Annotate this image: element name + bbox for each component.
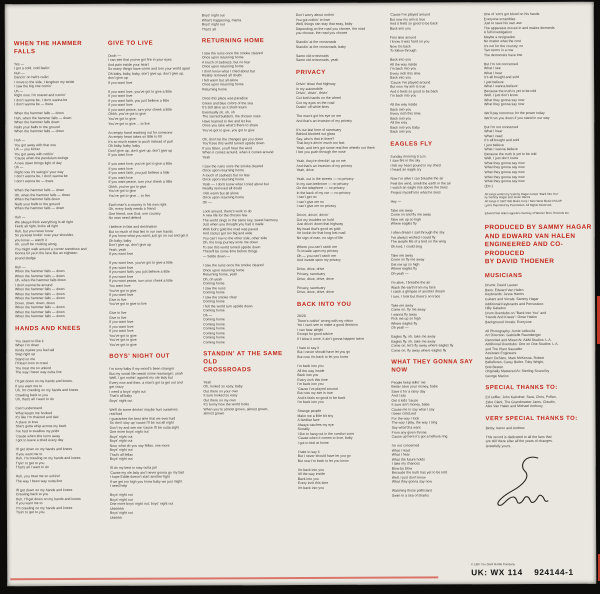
- lyrics-column-1: [14, 14, 103, 586]
- credits-heading: VERY SPECIAL THANKS TO:: [485, 415, 578, 422]
- lyric-stanza: I hate to say it But I never should have let you go But now I'm back to let you know: [297, 449, 351, 463]
- lyric-stanza: This record is dedicated to all the fans that are still there after all the years of changes. Gratefully yours,: [485, 434, 553, 449]
- catalog-number: UK: WX 114 924144-1: [471, 567, 574, 578]
- song-title: BOYS' NIGHT OUT: [109, 353, 170, 361]
- lyric-stanza: Strange people Make me a little bit shy A familiar face Always catches my eye Socially I like to hang out in the comfort zone 'Cause when it comes to love, baby I got to feel at home: [297, 409, 355, 445]
- song-title: RETURNING HOME: [201, 38, 265, 45]
- lyric-stanza: Standin' at the crossroads Standin' at the crossroads, baby: [295, 39, 346, 49]
- lyric-stanza: Take me away Come on fly me away Get me up so high Where eagles fly Oh yeah —: [390, 253, 425, 276]
- song-title: WHAT THEY GONNA SAY NOW: [391, 359, 474, 374]
- catalog-footer: [471, 562, 583, 577]
- lyric-stanza: Hey —: [390, 199, 402, 204]
- lyrics-column-5: [390, 12, 479, 584]
- lyric-stanza: I'm alive, I breathe the air Wash the earth from my face I catch a glimpse of another dream I turn, I look but there's no trace: [390, 280, 445, 299]
- lyric-stanza: I often dream I sail through the sky I've always wished I could fly The simple life of a bird on the wing Oh lord, I could sing: [390, 230, 446, 249]
- lyric-stanza: Boys' night out What's happening, mama Boys' night out That's all: [201, 13, 242, 31]
- lyric-stanza: Each man's a country in his own right Oh, every body needs a friend One friend, one God, one country No man need defend: [108, 202, 167, 221]
- lyric-stanza: Same old crossroads Same old crossroads, yeah: [295, 53, 339, 63]
- lyric-stanza: I believe in fate and destination But so much of that lies in our own hands If you know what you want, just go on out and get it Oh baby, baby Don't give up, don't give up Yeah, yeah If you want love: [108, 224, 189, 257]
- lyric-stanza: Drums: David Lauser Bass: Edward Van Halen Keyboards: Jesse Harms Guitars and Vocals: Sammy Hagar Additional Keyboards and Percussion: Hilly Galadon Drum Overdubs on "Back Into You" and "Hands And Knees": Omar Hakim Background Vocals: Everyone: [484, 283, 547, 324]
- lyric-stanza: It's our last form of sanctuary Behind blocked out glass Say, who's that in there? That boy's drivin' much too fast Yeah, and he's got some real fine wheels out there I bet you push through the nose: [296, 127, 375, 155]
- lyric-stanza: An empty hand reaching out for someone An empty heart takes so little to fill It's so much easier to push instead of pull Oh baby, baby, baby Don't give up, don't give up, don't give up If you want love: [108, 130, 173, 157]
- lyric-stanza: If you want love, you've got to give a little If you want love If you want faith, you just believe a little If you want love If you want peace, turn your cheek a little You want love You've got to give If you want love Give to live You've got to give to live: [108, 260, 173, 306]
- song-title: GIVE TO LIVE: [107, 40, 154, 47]
- lyric-stanza: But I'm not concerned What I see What I hear It's all bought and sold I just believe What I wanna believe Because the truth is yet to be told Well, I just don't know What they gonna say now What they gonna say now: [483, 61, 537, 107]
- lyric-stanza: The man's got his eye on me And that's an invasion of my privacy: [296, 113, 353, 123]
- lyric-stanza: I'm back into you All the way inside Back into you Every inch this time I'm back into you 'Cause I've played around But now my aim is true And it feels so good to be back I'm back into you: [297, 363, 346, 405]
- song-title: PRIVACY: [296, 69, 326, 76]
- lyric-stanza: Yeah, out in the streets — no privacy In my own bedroom — no privacy On the telephone — no privacy In the back of my car — no privacy I can't get no I can't give me no I can't give me no privacy: [296, 176, 354, 209]
- lyrics-columns: [5, 2, 597, 587]
- lyrics-column-2: [108, 13, 197, 585]
- lyric-stanza: We'll do some drinkin' maybe hurt ourselves real bad I guarantee the best time that we ever had So don't stay up 'cause I'll be out all night Don't try and see me 'cause I'll be outta sight One more boys' night out Boys' night out Boys' night out Now, what do you say fellas, one more Boys' night out That's all fellas Boys' night out: [109, 407, 180, 462]
- lyric-stanza: Don't worry about nothin' You got nothin' to lose Well, things can stay that easy, baby Depending on the road you choose, the road you choose, the road you choose: [295, 12, 366, 36]
- lyric-stanza: Huh — When the hammer falls — down When the hammer falls — down Uh, when the hammer falls down I don't wanna be around When the hammer falls — down When the hammer falls — down When the hammer falls — down Down, down, down, down When the hammer falls — down When the hammer falls — down When the hammer falls — down: [14, 264, 66, 319]
- lyric-stanza: Yes — I got a cold, cold feelin' Huh — Dancin' on hell's ceilin' I move to the side, I lengthen my stride I saw the big one comin' Uh — Right now, I'm scared and runnin' I don't wanna be, I don't wanna be I don't wanna be — there: [13, 61, 75, 107]
- song-title: EAGLES FLY: [390, 141, 433, 148]
- lyric-stanza: Boys' night out Boys' night out One more boys' night out, boys' night out Uhhhhhh Boys' night out Uhhhhh: [109, 493, 174, 520]
- credits-heading: MUSICIANS: [484, 273, 523, 280]
- lyric-stanza: One of 'em's got blood on his hands Everyone scrambles Just to save his own ass The apparatus moves in and makes demands A full investigation Maybe a resignation No matter what the cost It's not for the country, no Two terms in a row The democrats have lost: [483, 11, 555, 57]
- lyric-stanza: I hate to say it But I never should have let you go But now I'm back to let you know: [297, 345, 351, 359]
- lyric-stanza: Where you can't catch me To invade upon my privacy Oh — you can't catch me And invade upon my privacy: [296, 244, 341, 263]
- song-title: STANDIN' AT THE SAME OLD CROSSROADS: [203, 351, 283, 374]
- lyric-stanza: Take me away Come on, fly me away I wanna fly away Pick me up so high Where eagles fly Oh yeah —: [391, 303, 426, 330]
- lyric-stanza: When the hammer falls — down Huh, when the hammer falls — down When the hammer falls down Nails your balls to the ground When the hammer falls — down: [14, 111, 72, 134]
- lyric-stanza: Privacy, sanctuary Drive, drive, drive, drive: [296, 285, 334, 295]
- lyric-stanza: Watching those politicians Swim in a sea of sharks: [391, 488, 433, 498]
- song-title: BACK INTO YOU: [297, 301, 352, 308]
- lyric-stanza: Huh, you treat me so unkind The way I been way outta line: [15, 474, 63, 483]
- lyric-stanza: I'll do my best to stay outta jail 'Cause my ole lady ain't never gonna go my bail I hope Eddie doesn't start another fight If we get too high you know baby we just might I need help: [109, 465, 184, 489]
- lyric-stanza: Ed Leffler, John Kalodner, Sara, Chris, Pollan, Zeke Clark, The Grandmaster Jams, Claudio, Alex Van Halen and Michael Anthony: [485, 395, 557, 409]
- sammy-hagar-signature: [492, 453, 598, 514]
- lyric-stanza: I saw the ruins once the smoke cleared Once upon returning home A touch of sadness but no fear Once upon returning home Yeah — I don't know what I cried about but Reality removed all doubt I felt warm but all alone Once upon returning home Oh —: [202, 163, 269, 205]
- production-credit-heading: PRODUCED BY SAMMY HAGAR AND EDWARD VAN HALEN ENGINEERED AND CO-PRODUCED BY DAVID THOENER: [484, 223, 592, 266]
- lyric-stanza: I'll get down on my hands and knees Crawling back to you Huh, I'll get down on my hands and knees If you want me to I'm crawling on my hands and knees Tryin' to get to you: [15, 487, 81, 515]
- lyric-stanza: I saw the ruins once the smoke cleared Once upon returning home Returning home, yeah Oh, oh yeah Coming home I saw the ruins Coming home I saw the smoke clear Coming home I felt the world turn upside down Coming home Oh — Coming home Coming home Coming home Coming home Coming home Coming home: [202, 263, 264, 345]
- lyric-stanza: Huh — You got away with that one Uh — you kicker You got away with nothin' 'Cause when the pendulum swings A new dawn brings light of day Uh — Right now it's swingin' your way I don't wanna be, I don't wanna be I don't wanna be — there: [14, 138, 69, 184]
- lyric-stanza: People keep tellin' me Better save your money, babe Save it for a rainy day And I say Get it kids 'cause It sure ain't money, babe Cause me to say what I say I been criticized For the way I look The way I play, the way I sing Say what'cha want From any given throne Cause up here it's got a helluva ring: [391, 380, 448, 439]
- song-title: HANDS AND KNEES: [15, 325, 81, 333]
- lyric-stanza: Can't understand What keeps me hooked It's like I'm chained and tied A slave to love She's gotta whip across my back I've had to swallow my pride 'Cause when she turns away I got to leave a shed every day: [15, 406, 67, 443]
- copyright-line: © 1987 The Giant Gorilla Company: [471, 562, 515, 567]
- lyric-stanza: Give to live Give to live If you want love If you want love If you want love You've got to give You've got to give You've got to give: [109, 310, 137, 347]
- liner-notes-paper: [5, 2, 597, 587]
- lyric-stanza: If you want love, you've got to give a little If you want love If you want faith, you just believe a little If you want love If you want peace, turn your cheek a little Ohhh, you've got to give You've got to give You've got to give ... to live: [108, 89, 172, 126]
- lyric-stanza: I'm not concerned What I read What I hear What the future holds I take my chances Blow by blow Because the truth has yet to be told Well, I just don't know What they gonna say now: [391, 443, 447, 484]
- lyric-stanza: I'll get down on my hands and knees. If you want me to Uh, I'm crawling on my hands and knees Crawling back to you Uh, that's all I want to do: [15, 379, 79, 402]
- song-title: WHEN THE HAMMER FALLS: [13, 40, 83, 56]
- lyric-stanza: Drive, drive, drive Privacy, sanctuary Drive, drive, drive, drive: [296, 267, 334, 281]
- lyric-stanza: We'll pay tomorrow for the power today We'll run you down if you stand in our way: [484, 111, 550, 121]
- lyric-stanza: When the hammer falls — down Oh, when the hammer falls — down When the hammer falls down Nails your balls to the ground When the hammer falls — down: [14, 188, 71, 211]
- fine-print: All songs written by Sammy Hagar except "Back Into You" by Sammy Hagar and Jesse Harms All songs © 1987 WB Music Corp / Nine West Music ASCAP Lyrics Reprinted by Permission. All Rights Reserved.: [484, 191, 562, 208]
- lyrics-column-6: [484, 12, 598, 584]
- lyric-stanza: All Photography: Annie Leibovitz Art Direction: Gabrielle Raumberger Recorded and Mixed At: A&M Studios: L.A. Additional Overdubs: One on One Studios: L.A. and The Plant Sausalito Assistant Engineers: Marc DeSisto, Mark McKenna, Robert Bellaflores, Carey Butler, Toby Wright, Bob Besten Originally Mastered At: Sterling Sound by George Marino: [485, 328, 559, 378]
- lyric-stanza: 'Cause I've played around But now my aim is true And it feels so good to be back Back into you: [389, 12, 438, 31]
- lyric-stanza: I'll get down on my hands and knees If you want me to Huh, I'm crawling on my hands and knees Tryin' to get to you That's all I want to do: [15, 447, 81, 470]
- fine-print: Edward Van Halen appears courtesy of Warner Bros. Records Inc.: [484, 211, 570, 216]
- lyric-stanza: Betsy, Aaron and Andrew: [485, 425, 525, 430]
- lyric-stanza: First time around I know it was hard on you Now I'm back To follow through: [389, 35, 430, 53]
- lyric-stanza: All the way inside Back into you Every inch this time Back into you All the way Back into you baby Back into you: [390, 102, 421, 134]
- lyric-stanza: Take me away Come on and fly me away Take me up so high Where eagles fly: [390, 208, 432, 226]
- lyric-stanza: If you want love, you've got to give a little If you want love If you want faith, you just believe a little If you want love If you want peace, turn your cheek a little Ohhh, you've got to give You've got to give You've got to give ... to live: [108, 161, 173, 198]
- lyric-stanza: Drivin' down that highway In my automobile Drivin', drivin', drivin' Got both hands on the wheel Got my eyes on the road Dustin' off white lines: [296, 82, 341, 110]
- lyric-stanza: Sunday morning 9 a.m. I saw fire in the sky I felt my heart pound in my chest I heard an eagle cry: [390, 154, 442, 172]
- lyric-stanza: I'm back into you All the way inside Back into you Every inch this time I'm back into you: [297, 467, 329, 490]
- lyrics-column-4: [296, 13, 385, 585]
- lyric-stanza: Oh, don't let the changes get you down You'll see this world turned upside down If you listen, you'll hear the wind When it comes around, when it comes around Yeah: [202, 136, 274, 160]
- lyric-stanza: 20/20 There's nothin' wrong with my vision Yet I can't see to make a good decision I can hear alright Except for good advice If I blow it once, it ain't gonna happen twice: [297, 314, 365, 341]
- lyric-stanza: Yeah Oh, looked so easy, baby Out there on your own It sure looked so easy Out there on my own It's funny how the world looks When you're almost grown, almost grown, almost grown: [203, 380, 269, 416]
- lyric-stanza: Eagles fly, oh, take me away Eagles fly, oh, take me away Come on, let's fly away where eagles fly Come on, fly away where eagles fly: [391, 334, 454, 353]
- lyric-stanza: I'm sorry baby if my mood's been changin' But my social life needs some rearrangin', yeah Well, I got nothin' against my ole lady but Every now and then, a man's got ta get out and get crazy I need a boys' night out That's all baby Boys' night out: [109, 366, 183, 403]
- lyric-stanza: But I'm not concerned What I hear What I read It's all bought and sold I just believe What I wanna believe Because the truth is yet to be told Well, I just don't know What they gonna say now What they gonna say now What they gonna say now What they gonna say now What they gonna say now (Etc.): [484, 124, 537, 188]
- credits-heading: SPECIAL THANKS TO:: [485, 385, 558, 392]
- lyric-stanza: Huh — We always think everything is all right Feels all right, looks all right Huh, but you never know So ya keep lookin' over your shoulder, you know — watch it Uh, you'll be cruising along You might walk around a corner somehow and Gonna hit ya in the face like an eighteen pound sledge: [14, 215, 87, 260]
- lyric-stanza: Yeah, they're checkin' up on me And that's an invasion of my privacy Yeah, drive: [296, 158, 353, 173]
- lyrics-column-3: [202, 13, 291, 585]
- lyric-stanza: Oooh — I can see that you've got fire in your eyes And pain inside your heart So many things have come and torn your world apart Oh baby, baby, baby, don't give up, don't give up, don't give up If you want love: [107, 53, 191, 85]
- lyric-stanza: Back into you All the way inside I'm back into you Every inch this time Back into you 'Cause I've played around But now my aim is true And it feels so good to be back I'm back into you: [389, 57, 439, 98]
- lyric-stanza: Look around, there's work to do A new life for the chosen few The world sings in the same key, sweet harmony Just when you thought you had it made With fool's gold the road was paved And cactus got too big and wide You can't row to the other side, other side Oh, the long journey wore me down To see this world turned upside down There'll be some time before things — Settle down —: [202, 209, 279, 259]
- lyric-stanza: I saw the ruins once the smoke cleared Once upon returning home A touch of sadness, but no fear Once upon returning home I don't know what I cried about but Reality removed all doubt I felt warm but all alone Once upon returning home Returning home: [201, 51, 263, 92]
- lyric-stanza: You seem to like it When I'm down Kinda makes you feel tall Step right up Stand on me I'll learn how to crawl You treat me so unkind The way I been way outta line: [15, 338, 62, 375]
- lyric-stanza: Once this place was paradise Green and blue colors of the sea It's still alive as it shall return Eventually oh, oh, oh The sacred builders, the chosen ones Have learned to live and let live Once you take what's there to share You've got to give, you got to give: [202, 96, 261, 133]
- lyric-stanza: Drivin', drivin', drivin' Got my troubles on hold Just drivin' down that highway My head that's good as gold I'm lookin for that long lost road No sign of man, no sign of life: [296, 213, 346, 240]
- lyric-stanza: Now I'm alive I can breathe the air Feel the wind, smell the earth in the air I watch an eagle rise above the trees Project myself into what he sees: [390, 176, 451, 195]
